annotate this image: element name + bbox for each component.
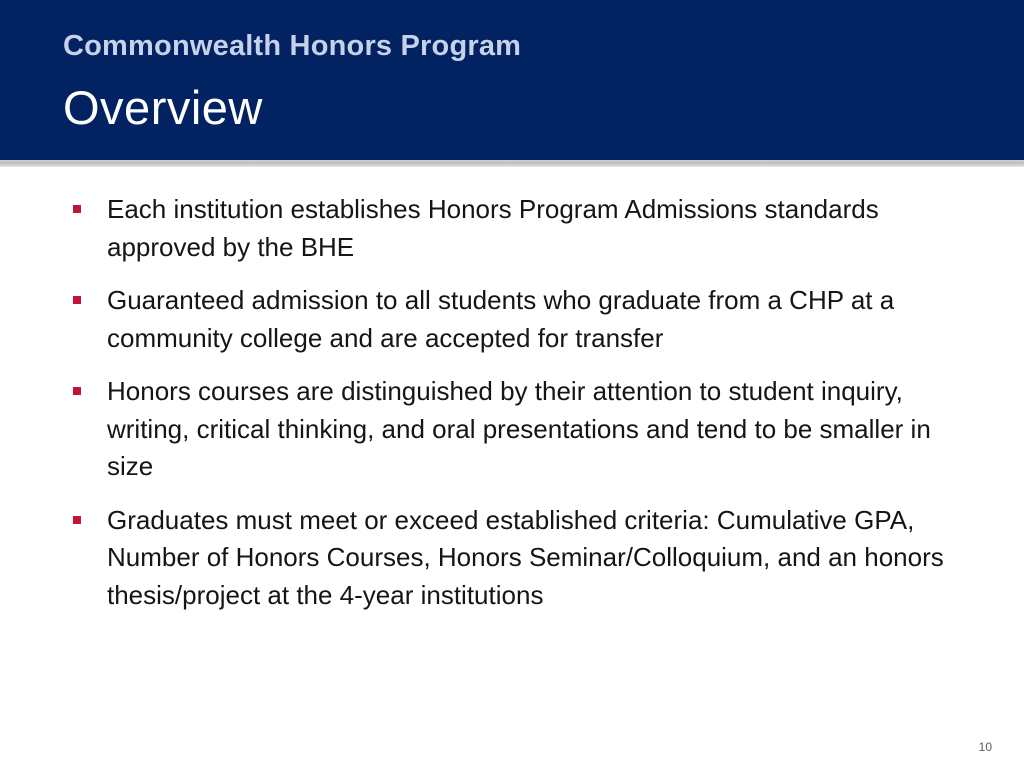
- square-bullet-icon: [73, 205, 81, 213]
- bullet-item: [72, 502, 972, 615]
- bullet-text: Honors courses are distinguished by their attention to student inquiry, writing, critical thinking, and oral presentations and tend to be smaller in size: [107, 376, 931, 481]
- header-divider: [0, 160, 1024, 167]
- bullet-text: Guaranteed admission to all students who graduate from a CHP at a community college and are accepted for transfer: [107, 285, 895, 353]
- bullet-list: [72, 191, 972, 630]
- square-bullet-icon: [73, 387, 81, 395]
- bullet-item: [72, 282, 972, 357]
- page-number: 10: [978, 740, 992, 754]
- slide-subtitle: Commonwealth Honors Program: [63, 30, 522, 62]
- bullet-item: [72, 373, 972, 486]
- bullet-text: Each institution establishes Honors Program Admissions standards approved by the BHE: [107, 194, 879, 262]
- bullet-text: Graduates must meet or exceed established criteria: Cumulative GPA, Number of Honors Courses, Honors Seminar/Colloquium, and an honors thesis/project at the 4-year institutions: [107, 504, 944, 610]
- bullet-item: [72, 191, 972, 266]
- square-bullet-icon: [73, 516, 81, 524]
- slide-header: [0, 0, 1024, 160]
- slide-title: Overview: [63, 81, 263, 134]
- square-bullet-icon: [73, 296, 81, 304]
